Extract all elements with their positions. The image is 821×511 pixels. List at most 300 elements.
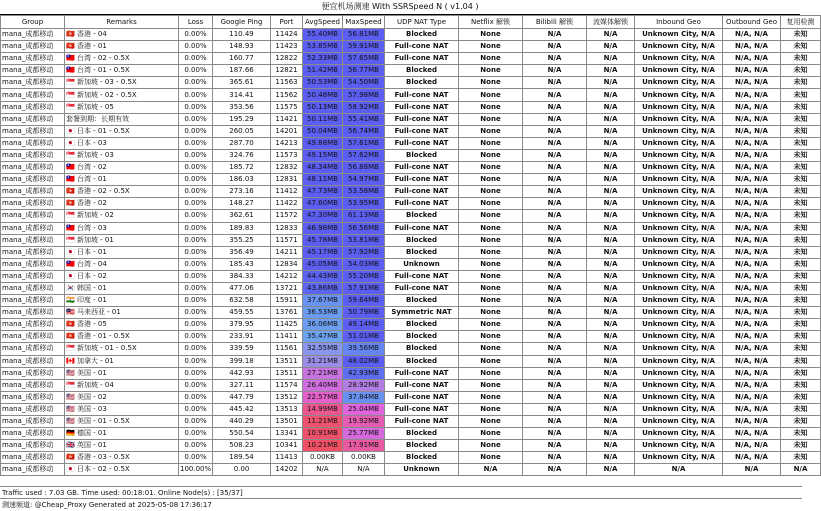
table-cell: 🇺🇸 美国 - 03 — [65, 403, 179, 415]
table-cell: None — [459, 452, 523, 464]
table-cell: 0.00% — [179, 452, 213, 464]
table-cell: N/A — [523, 355, 587, 367]
traffic-summary: Traffic used : 7.03 GB. Time used: 00:18:01. Online Node(s) : [35/37] — [0, 486, 802, 499]
table-cell: 未知 — [781, 282, 821, 294]
table-cell: N/A, N/A — [723, 89, 781, 101]
table-cell: 未知 — [781, 403, 821, 415]
table-cell: N/A — [523, 149, 587, 161]
table-cell: 11573 — [271, 149, 303, 161]
table-cell: Unknown — [385, 464, 459, 476]
table-row — [1, 428, 821, 440]
table-cell: 110.49 — [213, 29, 271, 41]
table-cell: 0.00% — [179, 307, 213, 319]
table-cell: N/A — [343, 464, 385, 476]
table-cell: 未知 — [781, 101, 821, 113]
table-cell: 37.67MB — [303, 295, 343, 307]
table-cell: 44.43MB — [303, 270, 343, 282]
table-cell: 🇺🇸 美国 - 02 — [65, 391, 179, 403]
table-cell: 🇸🇬 新加坡 - 03 — [65, 149, 179, 161]
table-cell: mana_成都移动 — [1, 113, 65, 125]
table-cell: 🇹🇼 台湾 - 02 - 0.5X — [65, 53, 179, 65]
table-cell: Blocked — [385, 295, 459, 307]
table-row — [1, 270, 821, 282]
table-cell: Unknown City, N/A — [635, 149, 723, 161]
table-cell: mana_成都移动 — [1, 234, 65, 246]
table-cell: N/A, N/A — [723, 137, 781, 149]
table-cell: 148.93 — [213, 41, 271, 53]
table-cell: N/A — [587, 343, 635, 355]
table-cell: 384.33 — [213, 270, 271, 282]
table-cell: 50.11MB — [303, 113, 343, 125]
table-cell: 17.91MB — [343, 440, 385, 452]
table-cell: N/A, N/A — [723, 222, 781, 234]
table-cell: 13761 — [271, 307, 303, 319]
table-cell: Unknown City, N/A — [635, 198, 723, 210]
table-cell: mana_成都移动 — [1, 41, 65, 53]
table-cell: N/A, N/A — [723, 198, 781, 210]
table-cell: 0.00% — [179, 29, 213, 41]
table-cell: N/A — [587, 464, 635, 476]
table-row — [1, 452, 821, 464]
table-cell: 0.00% — [179, 125, 213, 137]
table-cell: 🇸🇬 新加坡 - 03 - 0.5X — [65, 77, 179, 89]
table-cell: mana_成都移动 — [1, 53, 65, 65]
table-cell: 25.04MB — [343, 403, 385, 415]
table-cell: None — [459, 307, 523, 319]
table-row — [1, 379, 821, 391]
table-cell: 未知 — [781, 149, 821, 161]
table-cell: 未知 — [781, 41, 821, 53]
table-cell: N/A — [523, 210, 587, 222]
table-cell: Blocked — [385, 210, 459, 222]
table-cell: 11575 — [271, 101, 303, 113]
table-cell: None — [459, 41, 523, 53]
table-cell: None — [459, 65, 523, 77]
table-cell: Unknown City, N/A — [635, 137, 723, 149]
table-cell: 未知 — [781, 343, 821, 355]
table-cell: 55.20MB — [343, 270, 385, 282]
table-cell: 13512 — [271, 391, 303, 403]
table-cell: Unknown City, N/A — [635, 307, 723, 319]
table-cell: N/A — [523, 113, 587, 125]
column-header: Loss — [179, 16, 213, 29]
table-cell: None — [459, 113, 523, 125]
table-cell: None — [459, 77, 523, 89]
table-cell: N/A, N/A — [723, 452, 781, 464]
table-cell: 53.95MB — [343, 198, 385, 210]
table-cell: Unknown City, N/A — [635, 125, 723, 137]
table-cell: 11562 — [271, 89, 303, 101]
table-cell: 48.11MB — [303, 174, 343, 186]
table-cell: N/A — [523, 391, 587, 403]
table-cell: 339.59 — [213, 343, 271, 355]
table-cell: 0.00% — [179, 379, 213, 391]
table-cell: N/A, N/A — [723, 379, 781, 391]
table-cell: None — [459, 270, 523, 282]
table-cell: 50.53MB — [303, 77, 343, 89]
table-cell: N/A — [523, 367, 587, 379]
table-cell: mana_成都移动 — [1, 77, 65, 89]
table-cell: 0.00% — [179, 198, 213, 210]
table-cell: 39.56MB — [343, 343, 385, 355]
table-cell: None — [459, 125, 523, 137]
table-cell: mana_成都移动 — [1, 89, 65, 101]
table-cell: mana_成都移动 — [1, 343, 65, 355]
table-cell: 🇯🇵 日本 - 02 — [65, 270, 179, 282]
table-cell: Blocked — [385, 355, 459, 367]
table-cell: N/A — [587, 53, 635, 65]
table-cell: mana_成都移动 — [1, 137, 65, 149]
table-cell: Full-cone NAT — [385, 41, 459, 53]
table-cell: 🇹🇼 台湾 - 03 — [65, 222, 179, 234]
table-cell: N/A, N/A — [723, 186, 781, 198]
table-cell: 233.91 — [213, 331, 271, 343]
table-cell: N/A, N/A — [723, 210, 781, 222]
table-cell: N/A — [587, 198, 635, 210]
table-cell: mana_成都移动 — [1, 246, 65, 258]
table-cell: Unknown City, N/A — [635, 101, 723, 113]
table-cell: mana_成都移动 — [1, 307, 65, 319]
table-cell: 11572 — [271, 210, 303, 222]
table-cell: N/A, N/A — [723, 331, 781, 343]
table-cell: 未知 — [781, 186, 821, 198]
table-cell: 未知 — [781, 379, 821, 391]
table-cell: 56.88MB — [343, 162, 385, 174]
table-cell: N/A, N/A — [723, 113, 781, 125]
table-cell: 🇹🇼 台湾 - 02 — [65, 162, 179, 174]
table-cell: 399.18 — [213, 355, 271, 367]
table-cell: N/A — [523, 258, 587, 270]
table-cell: None — [459, 198, 523, 210]
table-cell: N/A, N/A — [723, 367, 781, 379]
table-cell: 🇸🇬 新加坡 - 05 — [65, 101, 179, 113]
column-header: Netflix 解锁 — [459, 16, 523, 29]
table-cell: Unknown City, N/A — [635, 210, 723, 222]
table-cell: N/A — [523, 186, 587, 198]
table-cell: Unknown City, N/A — [635, 222, 723, 234]
table-cell: N/A, N/A — [723, 234, 781, 246]
table-cell: N/A, N/A — [723, 440, 781, 452]
table-cell: 54.03MB — [343, 258, 385, 270]
table-cell: 11563 — [271, 77, 303, 89]
column-header: MaxSpeed — [343, 16, 385, 29]
table-cell: 0.00% — [179, 113, 213, 125]
table-cell: 未知 — [781, 416, 821, 428]
table-cell: Blocked — [385, 246, 459, 258]
table-cell: N/A, N/A — [723, 295, 781, 307]
table-cell: N/A, N/A — [723, 270, 781, 282]
table-cell: mana_成都移动 — [1, 29, 65, 41]
table-cell: N/A, N/A — [723, 77, 781, 89]
table-cell: Blocked — [385, 331, 459, 343]
table-cell: N/A — [523, 222, 587, 234]
column-header: Outbound Geo — [723, 16, 781, 29]
table-cell: 0.00% — [179, 343, 213, 355]
table-cell: mana_成都移动 — [1, 210, 65, 222]
table-cell: None — [459, 355, 523, 367]
table-cell: 0.00% — [179, 331, 213, 343]
table-cell: N/A — [723, 464, 781, 476]
table-cell: N/A — [587, 41, 635, 53]
table-cell: N/A — [523, 162, 587, 174]
table-cell: 43.86MB — [303, 282, 343, 294]
table-cell: N/A — [523, 65, 587, 77]
column-header: 复用检测 — [781, 16, 821, 29]
table-cell: 327.11 — [213, 379, 271, 391]
table-cell: N/A — [587, 234, 635, 246]
table-cell: 🇭🇰 香港 - 01 - 0.5X — [65, 331, 179, 343]
table-cell: 未知 — [781, 65, 821, 77]
table-cell: N/A — [587, 77, 635, 89]
table-cell: 477.06 — [213, 282, 271, 294]
table-cell: Unknown City, N/A — [635, 113, 723, 125]
table-cell: 🇩🇪 德国 - 01 — [65, 428, 179, 440]
table-cell: Unknown City, N/A — [635, 41, 723, 53]
table-header-row — [1, 16, 821, 29]
table-cell: None — [459, 428, 523, 440]
table-cell: N/A — [587, 282, 635, 294]
table-cell: N/A — [587, 149, 635, 161]
table-cell: N/A — [587, 113, 635, 125]
table-cell: mana_成都移动 — [1, 331, 65, 343]
table-cell: Full-cone NAT — [385, 403, 459, 415]
table-cell: N/A — [587, 391, 635, 403]
table-cell: 362.61 — [213, 210, 271, 222]
table-cell: 54.97MB — [343, 174, 385, 186]
table-cell: N/A — [523, 53, 587, 65]
table-cell: None — [459, 222, 523, 234]
table-cell: 14202 — [271, 464, 303, 476]
table-cell: N/A — [587, 428, 635, 440]
table-row — [1, 77, 821, 89]
table-cell: N/A, N/A — [723, 307, 781, 319]
table-cell: Unknown City, N/A — [635, 391, 723, 403]
table-cell: mana_成都移动 — [1, 391, 65, 403]
table-cell: 🇭🇰 香港 - 05 — [65, 319, 179, 331]
table-body — [1, 29, 821, 476]
table-cell: Unknown City, N/A — [635, 258, 723, 270]
table-cell: 49.88MB — [303, 137, 343, 149]
table-cell: 未知 — [781, 295, 821, 307]
table-cell: 50.79MB — [343, 307, 385, 319]
table-cell: N/A — [523, 174, 587, 186]
table-cell: N/A — [523, 234, 587, 246]
column-header: Inbound Geo — [635, 16, 723, 29]
table-cell: 12831 — [271, 174, 303, 186]
table-cell: None — [459, 343, 523, 355]
table-row — [1, 137, 821, 149]
table-cell: None — [459, 137, 523, 149]
table-cell: N/A, N/A — [723, 174, 781, 186]
table-cell: 50.13MB — [303, 101, 343, 113]
table-cell: 14213 — [271, 137, 303, 149]
table-cell: Unknown — [385, 258, 459, 270]
table-cell: Full-cone NAT — [385, 379, 459, 391]
table-cell: N/A, N/A — [723, 162, 781, 174]
table-cell: N/A — [635, 464, 723, 476]
table-cell: 46.98MB — [303, 222, 343, 234]
table-cell: Unknown City, N/A — [635, 295, 723, 307]
table-row — [1, 186, 821, 198]
table-cell: 11422 — [271, 198, 303, 210]
table-cell: mana_成都移动 — [1, 428, 65, 440]
table-cell: 10.91MB — [303, 428, 343, 440]
table-cell: Unknown City, N/A — [635, 343, 723, 355]
table-cell: Symmetric NAT — [385, 307, 459, 319]
table-cell: N/A — [587, 210, 635, 222]
table-cell: Blocked — [385, 319, 459, 331]
table-row — [1, 174, 821, 186]
table-cell: None — [459, 440, 523, 452]
table-cell: 314.41 — [213, 89, 271, 101]
table-cell: N/A, N/A — [723, 149, 781, 161]
table-cell: 0.00% — [179, 222, 213, 234]
table-cell: mana_成都移动 — [1, 222, 65, 234]
table-cell: Unknown City, N/A — [635, 282, 723, 294]
table-cell: Full-cone NAT — [385, 89, 459, 101]
table-cell: 356.49 — [213, 246, 271, 258]
table-cell: 56.56MB — [343, 222, 385, 234]
table-cell: 0.00% — [179, 149, 213, 161]
table-cell: 47.60MB — [303, 198, 343, 210]
table-cell: 0.00KB — [343, 452, 385, 464]
table-cell: Unknown City, N/A — [635, 174, 723, 186]
table-cell: mana_成都移动 — [1, 464, 65, 476]
table-cell: 0.00% — [179, 210, 213, 222]
table-cell: 🇸🇬 新加坡 - 01 - 0.5X — [65, 343, 179, 355]
table-cell: 45.17MB — [303, 246, 343, 258]
table-cell: 57.92MB — [343, 246, 385, 258]
table-cell: N/A — [523, 319, 587, 331]
table-cell: 51.01MB — [343, 331, 385, 343]
table-cell: mana_成都移动 — [1, 452, 65, 464]
table-row — [1, 416, 821, 428]
table-cell: 22.57MB — [303, 391, 343, 403]
table-cell: N/A, N/A — [723, 53, 781, 65]
table-cell: 50.48MB — [303, 89, 343, 101]
table-cell: 56.81MB — [343, 29, 385, 41]
page-title: 便宜机场测速 With SSRSpeed N ( v1.04 ) — [0, 0, 800, 15]
table-cell: 48.02MB — [343, 355, 385, 367]
table-cell: N/A — [587, 379, 635, 391]
table-cell: N/A, N/A — [723, 29, 781, 41]
table-cell: N/A — [523, 137, 587, 149]
table-cell: None — [459, 234, 523, 246]
table-cell: 47.73MB — [303, 186, 343, 198]
table-row — [1, 41, 821, 53]
table-cell: Full-cone NAT — [385, 162, 459, 174]
table-cell: Unknown City, N/A — [635, 331, 723, 343]
table-cell: 25.77MB — [343, 428, 385, 440]
table-cell: N/A — [781, 464, 821, 476]
table-cell: 37.84MB — [343, 391, 385, 403]
table-cell: 445.42 — [213, 403, 271, 415]
table-cell: Unknown City, N/A — [635, 77, 723, 89]
column-header: AvgSpeed — [303, 16, 343, 29]
table-cell: 0.00% — [179, 355, 213, 367]
table-cell: N/A — [523, 77, 587, 89]
table-cell: N/A, N/A — [723, 101, 781, 113]
table-cell: Full-cone NAT — [385, 198, 459, 210]
table-cell: 189.54 — [213, 452, 271, 464]
table-cell: Full-cone NAT — [385, 391, 459, 403]
table-cell: Unknown City, N/A — [635, 89, 723, 101]
table-row — [1, 331, 821, 343]
table-cell: mana_成都移动 — [1, 379, 65, 391]
table-cell: mana_成都移动 — [1, 282, 65, 294]
table-row — [1, 53, 821, 65]
table-cell: 58.92MB — [343, 101, 385, 113]
table-cell: N/A — [523, 198, 587, 210]
table-cell: Blocked — [385, 77, 459, 89]
table-cell: 🇹🇼 台湾 - 01 — [65, 174, 179, 186]
table-cell: mana_成都移动 — [1, 319, 65, 331]
table-cell: 未知 — [781, 222, 821, 234]
table-cell: 0.00% — [179, 282, 213, 294]
table-cell: 未知 — [781, 113, 821, 125]
table-row — [1, 343, 821, 355]
table-row — [1, 162, 821, 174]
table-cell: 50.04MB — [303, 125, 343, 137]
table-row — [1, 234, 821, 246]
table-row — [1, 367, 821, 379]
table-cell: N/A — [587, 319, 635, 331]
table-cell: None — [459, 258, 523, 270]
table-cell: N/A — [523, 452, 587, 464]
table-cell: N/A — [523, 29, 587, 41]
table-cell: None — [459, 319, 523, 331]
table-cell: 32.55MB — [303, 343, 343, 355]
table-cell: N/A, N/A — [723, 403, 781, 415]
table-cell: Unknown City, N/A — [635, 186, 723, 198]
column-header: Port — [271, 16, 303, 29]
table-cell: 14211 — [271, 246, 303, 258]
table-cell: 未知 — [781, 174, 821, 186]
table-cell: 0.00% — [179, 319, 213, 331]
table-cell: N/A — [587, 89, 635, 101]
table-cell: N/A — [587, 331, 635, 343]
table-cell: N/A — [587, 246, 635, 258]
table-cell: Unknown City, N/A — [635, 416, 723, 428]
table-cell: N/A — [587, 355, 635, 367]
table-cell: None — [459, 29, 523, 41]
table-cell: N/A — [523, 307, 587, 319]
table-row — [1, 89, 821, 101]
table-cell: 56.74MB — [343, 125, 385, 137]
table-cell: mana_成都移动 — [1, 125, 65, 137]
table-cell: N/A — [587, 29, 635, 41]
table-cell: Full-cone NAT — [385, 137, 459, 149]
table-cell: 59.91MB — [343, 41, 385, 53]
table-cell: N/A, N/A — [723, 65, 781, 77]
table-cell: 未知 — [781, 319, 821, 331]
table-cell: 0.00% — [179, 65, 213, 77]
table-cell: 未知 — [781, 331, 821, 343]
table-cell: N/A — [523, 428, 587, 440]
table-cell: 🇭🇰 香港 - 03 - 0.5X — [65, 452, 179, 464]
table-cell: 0.00% — [179, 137, 213, 149]
table-cell: N/A, N/A — [723, 428, 781, 440]
table-cell: 0.00% — [179, 162, 213, 174]
table-cell: 365.61 — [213, 77, 271, 89]
table-cell: 57.91MB — [343, 282, 385, 294]
table-row — [1, 391, 821, 403]
table-row — [1, 29, 821, 41]
table-cell: 11413 — [271, 452, 303, 464]
table-cell: Full-cone NAT — [385, 270, 459, 282]
table-cell: None — [459, 367, 523, 379]
table-cell: mana_成都移动 — [1, 440, 65, 452]
